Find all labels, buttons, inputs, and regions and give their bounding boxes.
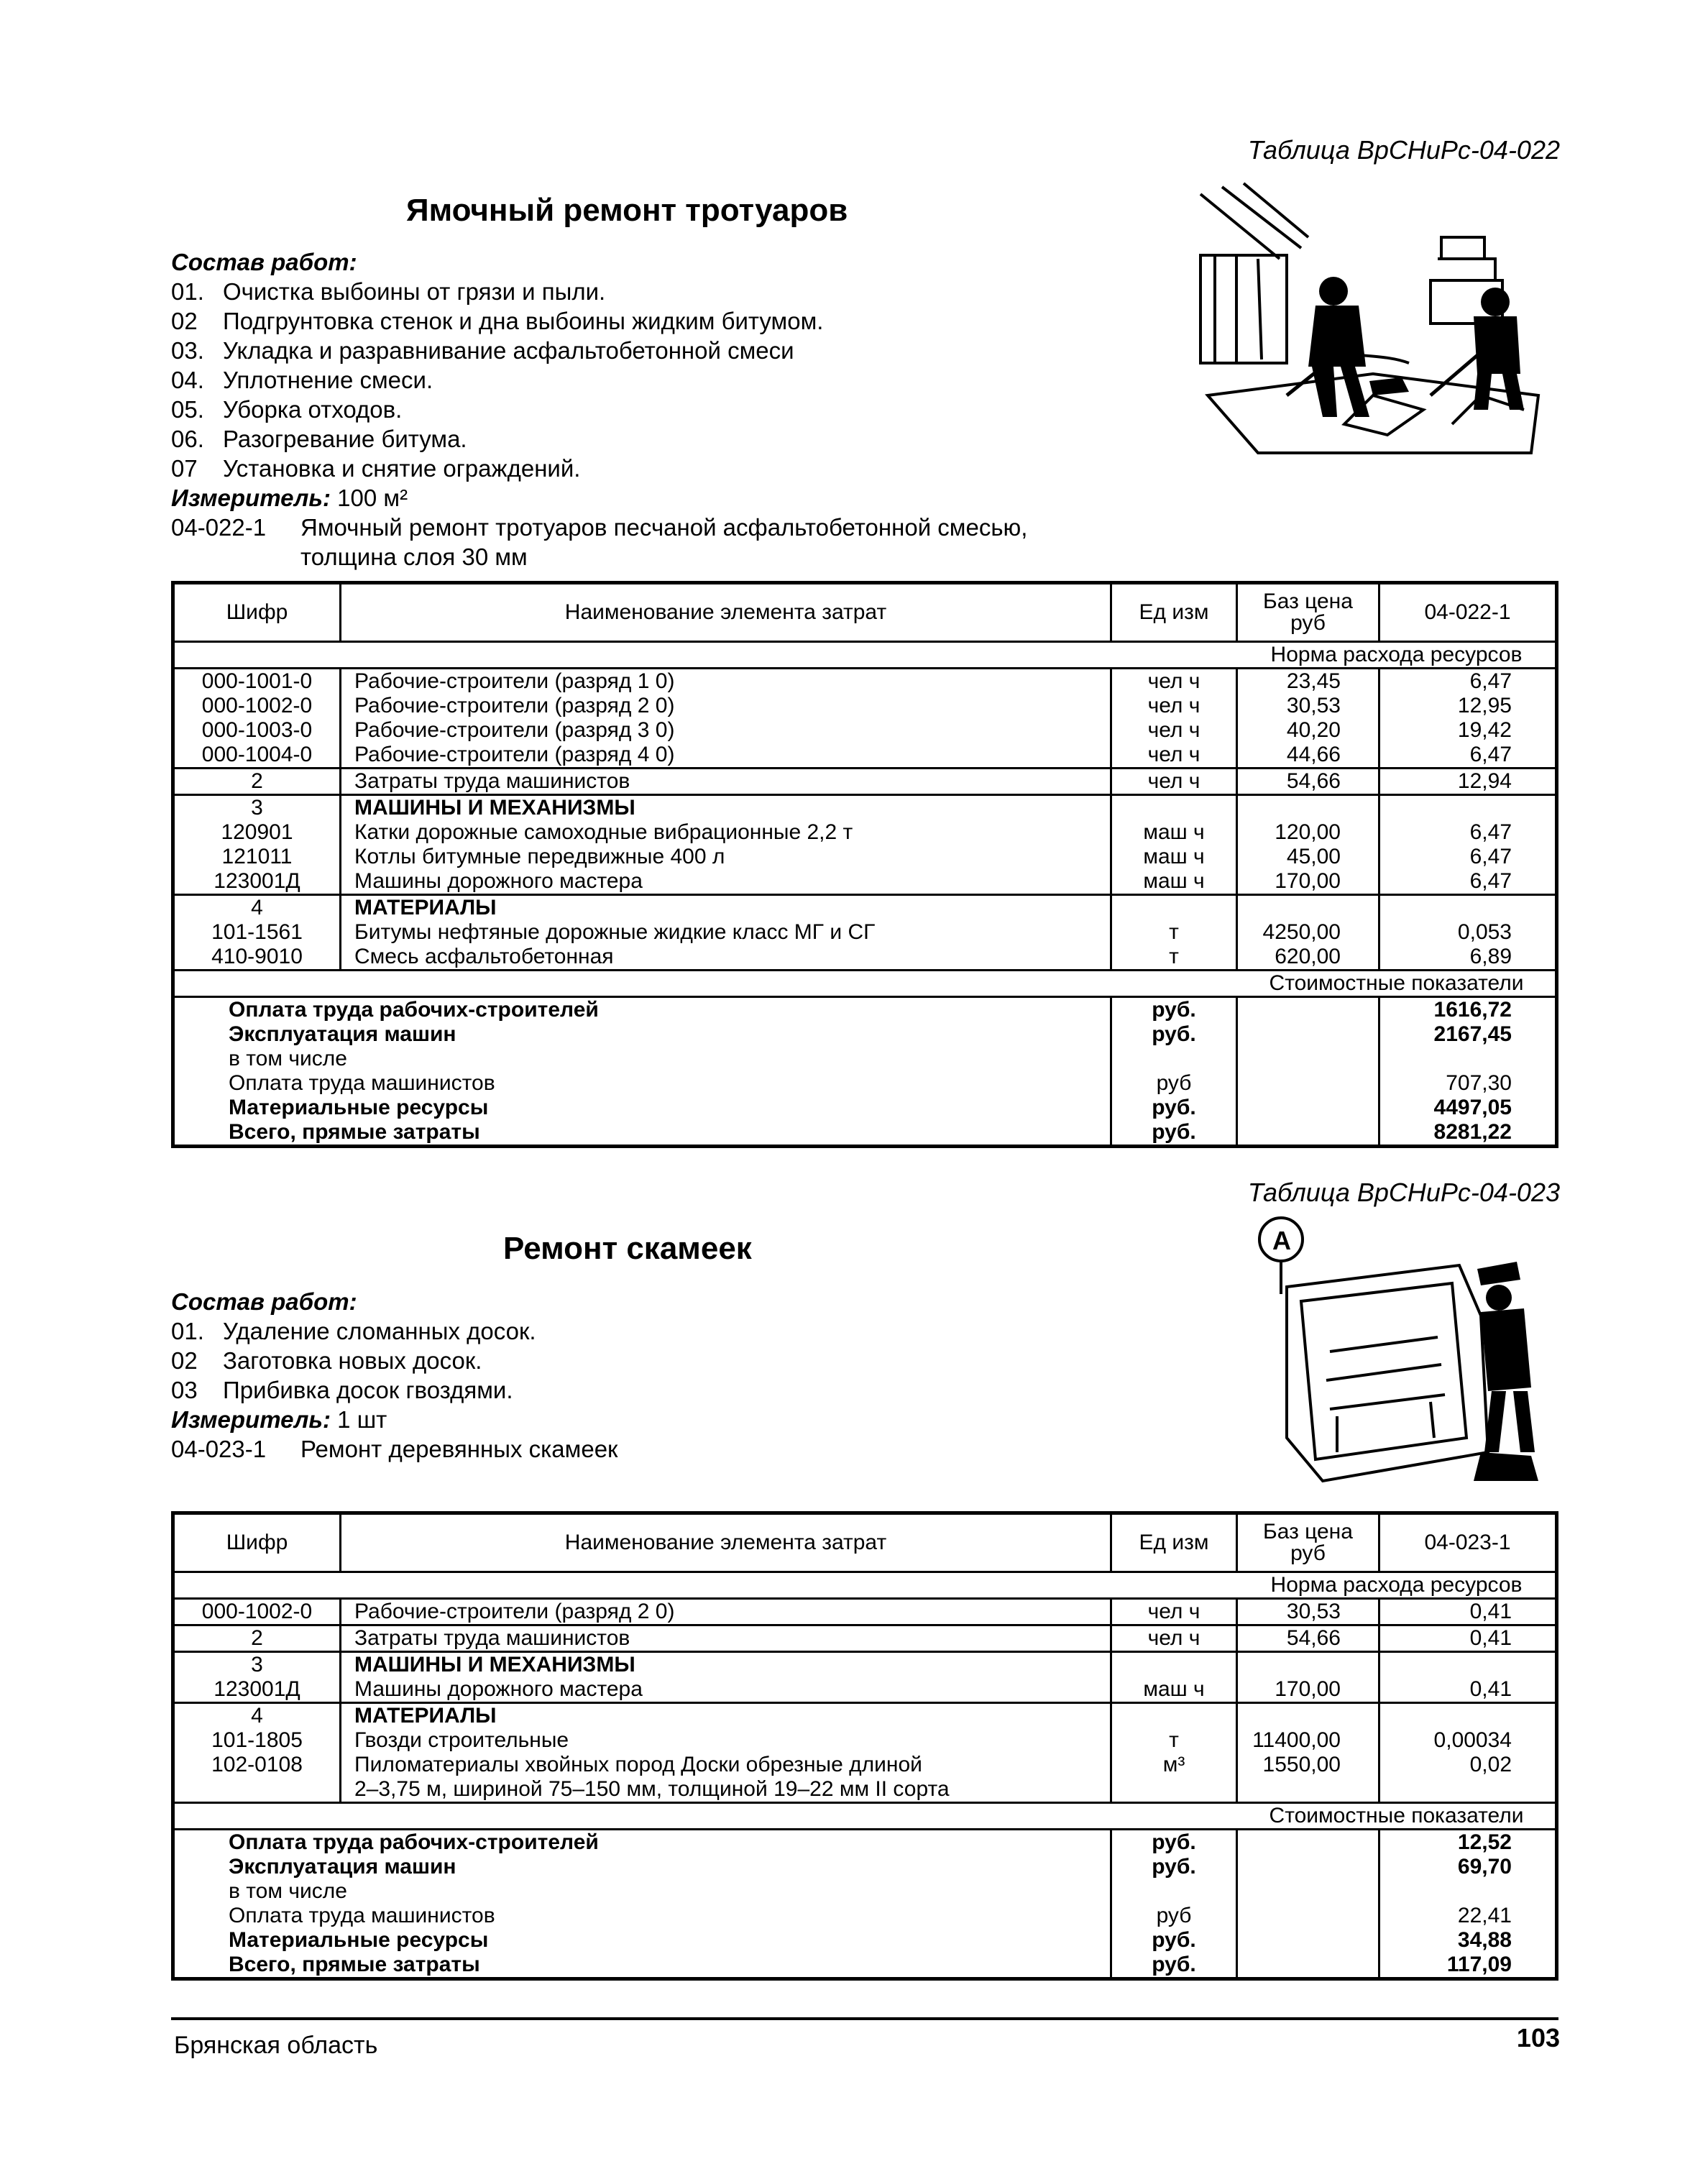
resource-group (175, 1626, 1555, 1653)
resource-price: 30,53 (1286, 694, 1341, 717)
resource-norm: 12,95 (1457, 694, 1512, 717)
table-header (175, 1515, 1555, 1573)
total-unit: руб. (1152, 998, 1196, 1022)
resource-unit: чел ч (1147, 769, 1200, 793)
resource-code: 101-1805 (211, 1728, 303, 1752)
resource-code: 121011 (221, 845, 293, 868)
work-text: Очистка выбоины от грязи и пыли. (223, 278, 606, 305)
col-c5 (1380, 769, 1555, 794)
total-name: в том числе (229, 1879, 347, 1903)
resource-name: Катки дорожные самоходные вибрационные 2,2 т (354, 820, 853, 844)
resource-code: 000-1004-0 (201, 743, 313, 766)
col-c4 (1238, 769, 1380, 794)
work-item (171, 395, 1199, 424)
resource-price (1238, 1777, 1378, 1802)
work-text: Разогревание битума. (223, 426, 467, 452)
total-value: 1616,72 (1433, 998, 1512, 1022)
band-label: Норма расхода ресурсов (1270, 643, 1523, 666)
resource-code: 123001Д (214, 869, 300, 893)
work-item (171, 454, 1199, 483)
resource-price: 23,45 (1286, 669, 1341, 693)
resource-norm (1380, 796, 1555, 820)
resource-unit: т (1169, 945, 1179, 968)
totals-block (175, 1830, 1555, 1977)
resource-rows (175, 1600, 1555, 1804)
resource-name: Рабочие-строители (разряд 2 0) (354, 1600, 675, 1623)
resource-price: 4250,00 (1262, 920, 1341, 944)
band-label: Норма расхода ресурсов (1270, 1573, 1523, 1597)
total-unit: руб (1156, 1071, 1192, 1095)
col-c5 (1380, 796, 1555, 894)
col-c4 (1238, 1600, 1380, 1624)
col-c2 (341, 1704, 1112, 1802)
resource-unit (1112, 1653, 1236, 1677)
resource-unit: чел ч (1147, 1626, 1200, 1650)
totals-empty (1238, 998, 1380, 1145)
total-name: Всего, прямые затраты (229, 1120, 480, 1144)
header-cell-c5: 04-022-1 (1424, 600, 1511, 624)
total-name: Материальные ресурсы (229, 1096, 489, 1119)
band-label: Стоимостные показатели (1269, 971, 1524, 995)
resource-code: 101-1561 (211, 920, 303, 944)
total-value: 4497,05 (1433, 1096, 1512, 1119)
work-text: Прибивка досок гвоздями. (223, 1377, 513, 1403)
item-title: Ремонт деревянных скамеек (300, 1436, 618, 1462)
norm-band (175, 1573, 1555, 1600)
work-text: Удаление сломанных досок. (223, 1318, 536, 1344)
header-cell-c1: Шифр (175, 1515, 341, 1571)
resource-price: 170,00 (1275, 869, 1341, 893)
total-value: 8281,22 (1433, 1120, 1512, 1144)
total-unit (1112, 1879, 1236, 1904)
work-number: 04. (171, 367, 204, 393)
resource-unit: чел ч (1147, 669, 1200, 693)
total-value: 69,70 (1457, 1855, 1512, 1879)
resource-code: 000-1002-0 (201, 694, 313, 717)
resource-unit: т (1169, 1728, 1179, 1752)
resource-name: Машины дорожного мастера (354, 869, 643, 893)
col-c1 (175, 1653, 341, 1702)
resource-name: МАШИНЫ И МЕХАНИЗМЫ (354, 1653, 635, 1677)
work-text: Установка и снятие ограждений. (223, 455, 581, 482)
work-text: Заготовка новых досок. (223, 1347, 482, 1374)
resource-price: 620,00 (1275, 945, 1341, 968)
work-list (171, 277, 1199, 483)
total-name: Оплата труда машинистов (229, 1904, 495, 1927)
work-number: 01. (171, 278, 204, 305)
work-item (171, 1316, 1199, 1346)
total-value: 2167,45 (1433, 1022, 1512, 1046)
col-c3 (1112, 669, 1238, 767)
resource-name: Затраты труда машинистов (354, 1626, 630, 1650)
work-text: Уплотнение смеси. (223, 367, 433, 393)
item-title-cont: толщина слоя 30 мм (300, 544, 528, 570)
resource-unit: м³ (1162, 1753, 1185, 1776)
resource-group (175, 1653, 1555, 1704)
resource-code: 3 (251, 1653, 263, 1677)
resource-group (175, 796, 1555, 896)
col-c1 (175, 896, 341, 969)
resource-unit: маш ч (1143, 1677, 1205, 1701)
work-composition (171, 247, 1199, 572)
resource-code: 102-0108 (211, 1753, 303, 1776)
work-item (171, 424, 1199, 454)
resource-unit: маш ч (1143, 869, 1205, 893)
resource-norm: 0,41 (1469, 1626, 1512, 1650)
resource-price (1238, 796, 1378, 820)
resource-code: 4 (251, 1704, 263, 1728)
resource-name: Рабочие-строители (разряд 1 0) (354, 669, 675, 693)
measure-line (171, 1405, 1199, 1434)
totals-values (1380, 998, 1555, 1145)
col-c5 (1380, 1626, 1555, 1651)
resource-code: 3 (251, 796, 263, 820)
band-spacer (175, 1573, 1238, 1597)
resource-norm: 6,89 (1469, 945, 1512, 968)
totals-empty (1238, 1830, 1380, 1977)
col-c2 (341, 896, 1112, 969)
work-number: 01. (171, 1318, 204, 1344)
resource-code (175, 1777, 339, 1802)
resource-unit: маш ч (1143, 820, 1205, 844)
total-value: 12,52 (1457, 1830, 1512, 1854)
total-name: Всего, прямые затраты (229, 1953, 480, 1976)
measure-label: Измеритель: (171, 485, 331, 511)
norm-band (175, 643, 1555, 669)
resource-price: 44,66 (1286, 743, 1341, 766)
resource-group (175, 1600, 1555, 1626)
header-cell-c2: Наименование элемента затрат (341, 584, 1112, 641)
total-name: Эксплуатация машин (229, 1855, 456, 1879)
totals-block (175, 998, 1555, 1145)
band-spacer (175, 1804, 1238, 1828)
work-item (171, 277, 1199, 306)
resource-rows (175, 669, 1555, 971)
resource-name: Рабочие-строители (разряд 2 0) (354, 694, 675, 717)
resource-norm: 0,02 (1469, 1753, 1512, 1776)
resource-norm (1380, 1704, 1555, 1728)
work-item (171, 336, 1199, 365)
resource-name: МАШИНЫ И МЕХАНИЗМЫ (354, 796, 635, 820)
resource-code: 410-9010 (211, 945, 303, 968)
resource-name: Затраты труда машинистов (354, 769, 630, 793)
col-c4 (1238, 1626, 1380, 1651)
resource-code: 2 (251, 769, 263, 793)
resource-price: 120,00 (1275, 820, 1341, 844)
total-value: 22,41 (1457, 1904, 1512, 1927)
resource-unit: маш ч (1143, 845, 1205, 868)
resource-norm: 0,00034 (1433, 1728, 1512, 1752)
resource-norm: 6,47 (1469, 743, 1512, 766)
resource-norm: 6,47 (1469, 845, 1512, 868)
band-spacer (175, 971, 1238, 996)
totals-units (1112, 998, 1238, 1145)
work-item (171, 306, 1199, 336)
work-number: 02 (171, 308, 198, 334)
col-c5 (1380, 896, 1555, 969)
total-unit: руб (1156, 1904, 1192, 1927)
work-text: Уборка отходов. (223, 396, 403, 423)
header-cell-c2: Наименование элемента затрат (341, 1515, 1112, 1571)
work-item (171, 365, 1199, 395)
resource-name: Пиломатериалы хвойных пород Доски обрезные длиной (354, 1753, 922, 1776)
resource-norm: 12,94 (1457, 769, 1512, 793)
resource-price: 40,20 (1286, 718, 1341, 742)
resource-name: Смесь асфальтобетонная (354, 945, 614, 968)
resource-unit: чел ч (1147, 743, 1200, 766)
col-c3 (1112, 796, 1238, 894)
col-c4 (1238, 796, 1380, 894)
cost-table-04-023 (171, 1511, 1558, 1981)
work-number: 05. (171, 396, 204, 423)
resource-price: 54,66 (1286, 1626, 1341, 1650)
col-c5 (1380, 669, 1555, 767)
measure-value: 100 м² (337, 485, 408, 511)
cost-table-04-022 (171, 581, 1558, 1148)
total-name: Материальные ресурсы (229, 1928, 489, 1952)
resource-norm (1380, 1777, 1555, 1802)
resource-group (175, 669, 1555, 769)
cost-band (175, 1804, 1555, 1830)
col-c1 (175, 1600, 341, 1624)
measure-value: 1 шт (337, 1406, 387, 1433)
item-code: 04-022-1 (171, 514, 267, 541)
composition-label: Состав работ: (171, 1288, 357, 1315)
total-unit: руб. (1152, 1928, 1196, 1952)
resource-unit (1112, 896, 1236, 920)
resource-price: 45,00 (1286, 845, 1341, 868)
resource-price: 11400,00 (1252, 1728, 1341, 1752)
resource-norm: 0,41 (1469, 1677, 1512, 1701)
resource-unit: чел ч (1147, 694, 1200, 717)
resource-norm: 0,053 (1457, 920, 1512, 944)
section-title: Ремонт скамеек (503, 1231, 752, 1266)
table-reference: Таблица ВрСНиРс-04-023 (1247, 1178, 1560, 1207)
resource-name: Машины дорожного мастера (354, 1677, 643, 1701)
work-list (171, 1316, 1199, 1405)
resource-group (175, 769, 1555, 796)
col-c4 (1238, 669, 1380, 767)
work-number: 07 (171, 455, 198, 482)
col-c1 (175, 1626, 341, 1651)
col-c2 (341, 1626, 1112, 1651)
resource-name: Рабочие-строители (разряд 3 0) (354, 718, 675, 742)
col-c3 (1112, 896, 1238, 969)
work-number: 03. (171, 337, 204, 364)
total-value (1380, 1879, 1555, 1904)
col-c5 (1380, 1600, 1555, 1624)
total-unit: руб. (1152, 1855, 1196, 1879)
resource-code: 000-1002-0 (201, 1600, 313, 1623)
resource-name: Котлы битумные передвижные 400 л (354, 845, 725, 868)
resource-price (1238, 1704, 1378, 1728)
col-c4 (1238, 1653, 1380, 1702)
resource-name: 2–3,75 м, шириной 75–150 мм, толщиной 19–22 мм II сорта (354, 1777, 950, 1801)
footer-region: Брянская область (174, 2032, 378, 2059)
resource-norm (1380, 1653, 1555, 1677)
resource-unit (1112, 1704, 1236, 1728)
band-label: Стоимостные показатели (1269, 1804, 1524, 1827)
cost-band (175, 971, 1555, 998)
table-reference: Таблица ВрСНиРс-04-022 (1247, 135, 1560, 165)
header-cell-c4: Баз цена руб (1238, 1515, 1380, 1571)
resource-unit (1112, 796, 1236, 820)
col-c2 (341, 1653, 1112, 1702)
header-cell-c1: Шифр (175, 584, 341, 641)
resource-unit: т (1169, 920, 1179, 944)
resource-code: 000-1003-0 (201, 718, 313, 742)
measure-line (171, 483, 1199, 513)
resource-code: 120901 (221, 820, 293, 844)
col-c2 (341, 796, 1112, 894)
total-name: в том числе (229, 1047, 347, 1070)
header-cell-c3: Ед изм (1112, 1515, 1238, 1571)
resource-unit: чел ч (1147, 1600, 1200, 1623)
total-value: 707,30 (1446, 1071, 1512, 1095)
col-c4 (1238, 896, 1380, 969)
resource-norm: 6,47 (1469, 820, 1512, 844)
resource-group (175, 896, 1555, 971)
page-number: 103 (1516, 2023, 1560, 2053)
resource-code: 123001Д (214, 1677, 300, 1701)
bench-repair-illustration (1244, 1208, 1560, 1495)
resource-price (1238, 1653, 1378, 1677)
resource-price: 30,53 (1286, 1600, 1341, 1623)
resource-code: 4 (251, 896, 263, 919)
totals-names (175, 998, 1112, 1145)
item-code: 04-023-1 (171, 1436, 267, 1462)
work-text: Подгрунтовка стенок и дна выбоины жидким битумом. (223, 308, 824, 334)
header-cell-c3: Ед изм (1112, 584, 1238, 641)
total-value: 34,88 (1457, 1928, 1512, 1952)
resource-code: 000-1001-0 (201, 669, 313, 693)
work-item (171, 1346, 1199, 1375)
resource-name: Гвозди строительные (354, 1728, 569, 1752)
resource-name: МАТЕРИАЛЫ (354, 1704, 497, 1728)
col-c3 (1112, 1704, 1238, 1802)
header-cell-c4: Баз цена руб (1238, 584, 1380, 641)
resource-price: 54,66 (1286, 769, 1341, 793)
total-unit: руб. (1152, 1830, 1196, 1854)
total-unit: руб. (1152, 1096, 1196, 1119)
total-unit (1112, 1047, 1236, 1071)
total-name: Оплата труда рабочих-строителей (229, 998, 599, 1022)
col-c1 (175, 769, 341, 794)
resource-code: 2 (251, 1626, 263, 1650)
total-name: Эксплуатация машин (229, 1022, 456, 1046)
resource-norm: 0,41 (1469, 1600, 1512, 1623)
col-c2 (341, 1600, 1112, 1624)
total-unit: руб. (1152, 1022, 1196, 1046)
totals-values (1380, 1830, 1555, 1977)
col-c4 (1238, 1704, 1380, 1802)
col-c3 (1112, 769, 1238, 794)
resource-norm (1380, 896, 1555, 920)
totals-names (175, 1830, 1112, 1977)
work-number: 02 (171, 1347, 198, 1374)
resource-norm: 19,42 (1457, 718, 1512, 742)
col-c5 (1380, 1704, 1555, 1802)
col-c3 (1112, 1653, 1238, 1702)
resource-name: МАТЕРИАЛЫ (354, 896, 497, 919)
resource-unit: чел ч (1147, 718, 1200, 742)
col-c3 (1112, 1626, 1238, 1651)
col-c2 (341, 669, 1112, 767)
resource-group (175, 1704, 1555, 1804)
total-value: 117,09 (1446, 1953, 1512, 1976)
table-header (175, 584, 1555, 643)
resource-price (1238, 896, 1378, 920)
resource-norm: 6,47 (1469, 669, 1512, 693)
item-title: Ямочный ремонт тротуаров песчаной асфальтобетонной смесью, (300, 514, 1028, 541)
resource-norm: 6,47 (1469, 869, 1512, 893)
resource-unit (1112, 1777, 1236, 1802)
total-name: Оплата труда машинистов (229, 1071, 495, 1095)
col-c1 (175, 1704, 341, 1802)
work-text: Укладка и разравнивание асфальтобетонной смеси (223, 337, 794, 364)
col-c2 (341, 769, 1112, 794)
resource-name: Битумы нефтяные дорожные жидкие класс МГ и СГ (354, 920, 876, 944)
resource-price: 170,00 (1275, 1677, 1341, 1701)
header-cell-c5: 04-023-1 (1424, 1531, 1511, 1554)
total-unit: руб. (1152, 1953, 1196, 1976)
col-c3 (1112, 1600, 1238, 1624)
resource-name: Рабочие-строители (разряд 4 0) (354, 743, 675, 766)
work-number: 03 (171, 1377, 198, 1403)
work-composition (171, 1287, 1199, 1464)
footer-rule (171, 2017, 1558, 2020)
total-value (1380, 1047, 1555, 1071)
col-c5 (1380, 1653, 1555, 1702)
col-c1 (175, 669, 341, 767)
total-unit: руб. (1152, 1120, 1196, 1144)
band-spacer (175, 643, 1238, 667)
totals-units (1112, 1830, 1238, 1977)
illustration-letter: A (1272, 1226, 1291, 1255)
item-line (171, 513, 1199, 542)
work-number: 06. (171, 426, 204, 452)
work-item (171, 1375, 1199, 1405)
resource-price: 1550,00 (1262, 1753, 1341, 1776)
measure-label: Измеритель: (171, 1406, 331, 1433)
section-title: Ямочный ремонт тротуаров (406, 193, 848, 228)
item-line (171, 1434, 1199, 1464)
composition-label: Состав работ: (171, 249, 357, 275)
road-workers-illustration (1193, 180, 1553, 460)
total-name: Оплата труда рабочих-строителей (229, 1830, 599, 1854)
col-c1 (175, 796, 341, 894)
